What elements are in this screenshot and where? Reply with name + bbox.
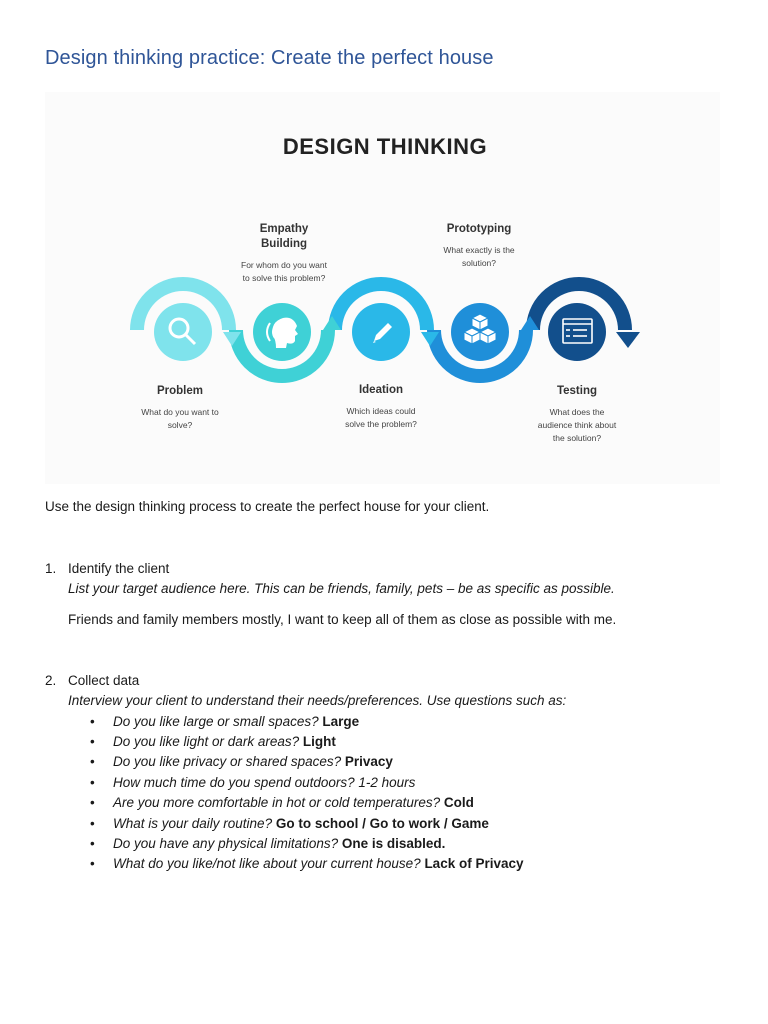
list-item: • Do you have any physical limitations? One is disabled. [68,834,725,854]
page-title: Design thinking practice: Create the perfect house [45,47,494,69]
stage-question-line: Which ideas could [346,406,416,416]
list-item: • Do you like large or small spaces? Large [68,712,725,732]
bullet-icon: • [90,774,95,790]
stage-question-line: What does the [549,407,605,417]
list-item: • How much time do you spend outdoors? 1-2 hours [68,773,725,793]
section-number: 2. [45,673,57,688]
list-item: • Are you more comfortable in hot or cold temperatures? Cold [68,793,725,813]
bullet-icon: • [90,733,95,749]
stage-question-line: the solution? [552,433,602,443]
arrow-head-5 [616,332,640,348]
interview-question-list [68,712,725,875]
stage-name-prototyping: Prototyping [446,223,512,235]
list-item: • What is your daily routine? Go to school / Go to work / Game [68,814,725,834]
design-thinking-diagram [45,92,720,484]
stage-question-line: What do you want to [141,407,219,417]
stage-name-empathy: Empathy [259,223,309,235]
intro-text: Use the design thinking process to create the perfect house for your client. [45,499,490,514]
stage-question-line: solve? [167,420,193,430]
stage-name-ideation: Ideation [358,384,404,396]
stage-question-line: For whom do you want [241,260,327,270]
testing-circle [548,303,606,361]
section-number: 1. [45,561,57,576]
section-instruction: List your target audience here. This can be friends, family, pets – be as specific as possible. [68,581,615,597]
stage-question-line: to solve this problem? [242,273,326,283]
problem-circle [154,303,212,361]
stage-name-testing: Testing [556,385,598,397]
section-heading: Identify the client [68,561,170,576]
list-item: • What do you like/not like about your current house? Lack of Privacy [68,854,725,874]
bullet-icon: • [90,795,95,811]
section-heading: Collect data [68,673,140,688]
bullet-icon: • [90,835,95,851]
stage-question-line: audience think about [537,420,617,430]
diagram-heading: DESIGN THINKING [282,134,488,159]
client-answer: Friends and family members mostly, I want to keep all of them as close as possible with me. [68,611,617,627]
bullet-icon: • [90,856,95,872]
stage-name-problem: Problem [156,385,204,397]
bullet-icon: • [90,815,95,831]
list-item: • Do you like privacy or shared spaces? Privacy [68,752,725,772]
stage-question-line: solve the problem? [345,419,417,429]
bullet-icon: • [90,754,95,770]
bullet-icon: • [90,713,95,729]
section-instruction: Interview your client to understand their needs/preferences. Use questions such as: [68,693,567,709]
stage-question-line: solution? [461,258,497,268]
list-item: • Do you like light or dark areas? Light [68,732,725,752]
stage-name-empathy: Building [261,238,307,250]
stage-question-line: What exactly is the [443,245,515,255]
